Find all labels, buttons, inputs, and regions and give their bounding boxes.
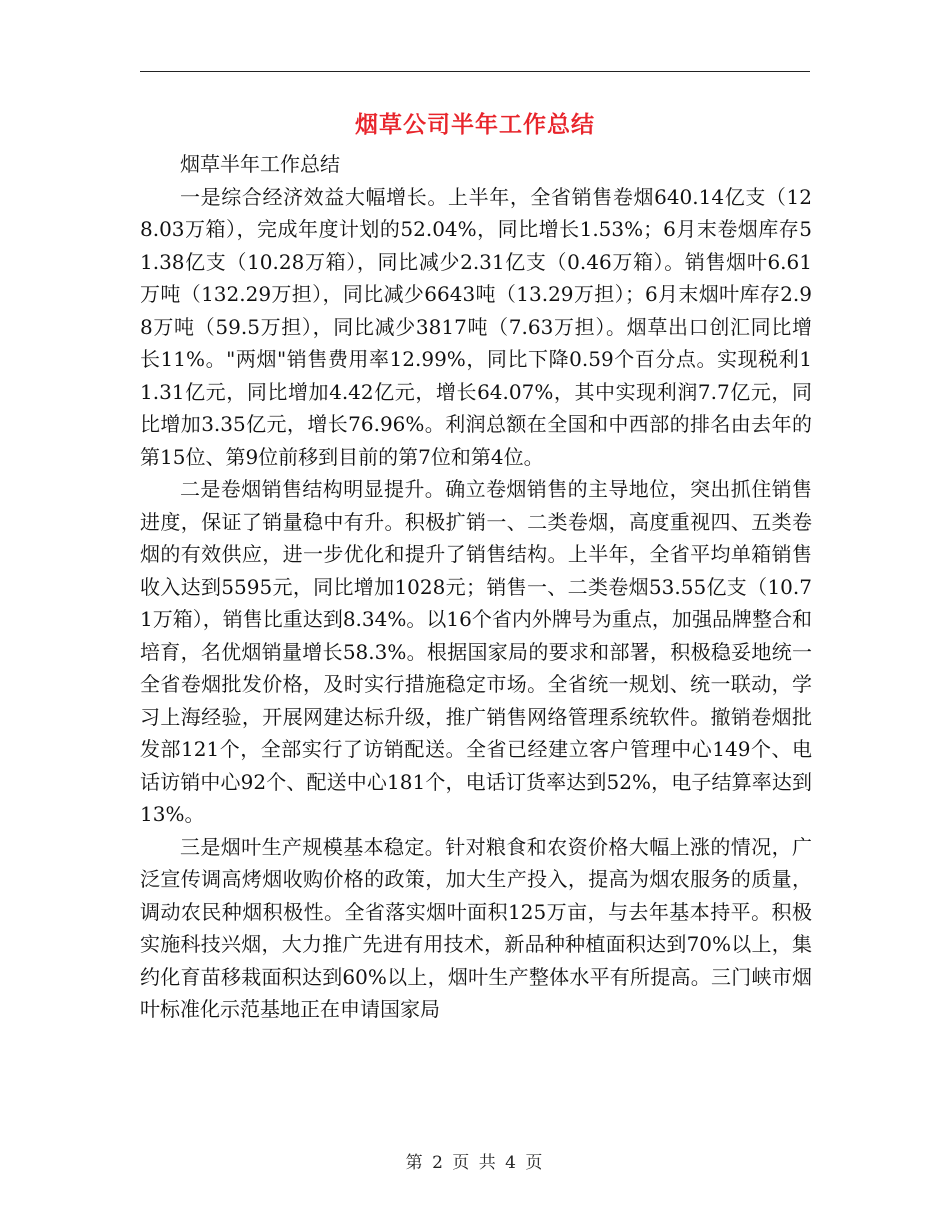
paragraph-leaf-production: 三是烟叶生产规模基本稳定。针对粮食和农资价格大幅上涨的情况，广泛宣传调高烤烟收购价格的政策，加大生产投入，提高为烟农服务的质量，调动农民种烟积极性。全省落实烟叶面积125万亩，与去年基本持平。积极实施科技兴烟，大力推广先进有用技术，新品种种植面积达到70%以上，集约化育苗移栽面积达到60%以上，烟叶生产整体水平有所提高。三门峡市烟叶标准化示范基地正在申请国家局 [140, 834, 812, 1021]
subheading: 烟草半年工作总结 [180, 152, 340, 176]
paragraph-sales-structure: 二是卷烟销售结构明显提升。确立卷烟销售的主导地位，突出抓住销售进度，保证了销量稳中有升。积极扩销一、二类卷烟，高度重视四、五类卷烟的有效供应，进一步优化和提升了销售结构。上半年，全省平均单箱销售收入达到5595元，同比增加1028元；销售一、二类卷烟53.55亿支（10.71万箱），销售比重达到8.34%。以16个省内外牌号为重点，加强品牌整合和培育，名优烟销量增长58.3%。根据国家局的要求和部署，积极稳妥地统一全省卷烟批发价格，及时实行措施稳定市场。全省统一规划、统一联动，学习上海经验，开展网建达标升级，推广销售网络管理系统软件。撤销卷烟批发部121个，全部实行了访销配送。全省已经建立客户管理中心149个、电话访销中心92个、配送中心181个，电话订货率达到52%，电子结算率达到13%。 [140, 477, 812, 826]
page-number-footer: 第 2 页 共 4 页 [405, 1153, 545, 1173]
document-body [140, 148, 812, 1026]
paragraph-economic-benefits: 一是综合经济效益大幅增长。上半年，全省销售卷烟640.14亿支（128.03万箱），完成年度计划的52.04%，同比增长1.53%；6月末卷烟库存51.38亿支（10.28万箱），同比减少2.31亿支（0.46万箱）。销售烟叶6.61万吨（132.29万担），同比减少6643吨（13.29万担）；6月末烟叶库存2.98万吨（59.5万担），同比减少3817吨（7.63万担）。烟草出口创汇同比增长11%。"两烟"销售费用率12.99%，同比下降0.59个百分点。实现税利11.31亿元，同比增加4.42亿元，增长64.07%，其中实现利润7.7亿元，同比增加3.35亿元，增长76.96%。利润总额在全国和中西部的排名由去年的第15位、第9位前移到目前的第7位和第4位。 [140, 184, 812, 469]
document-title: 烟草公司半年工作总结 [355, 111, 595, 138]
header-rule [140, 71, 810, 72]
